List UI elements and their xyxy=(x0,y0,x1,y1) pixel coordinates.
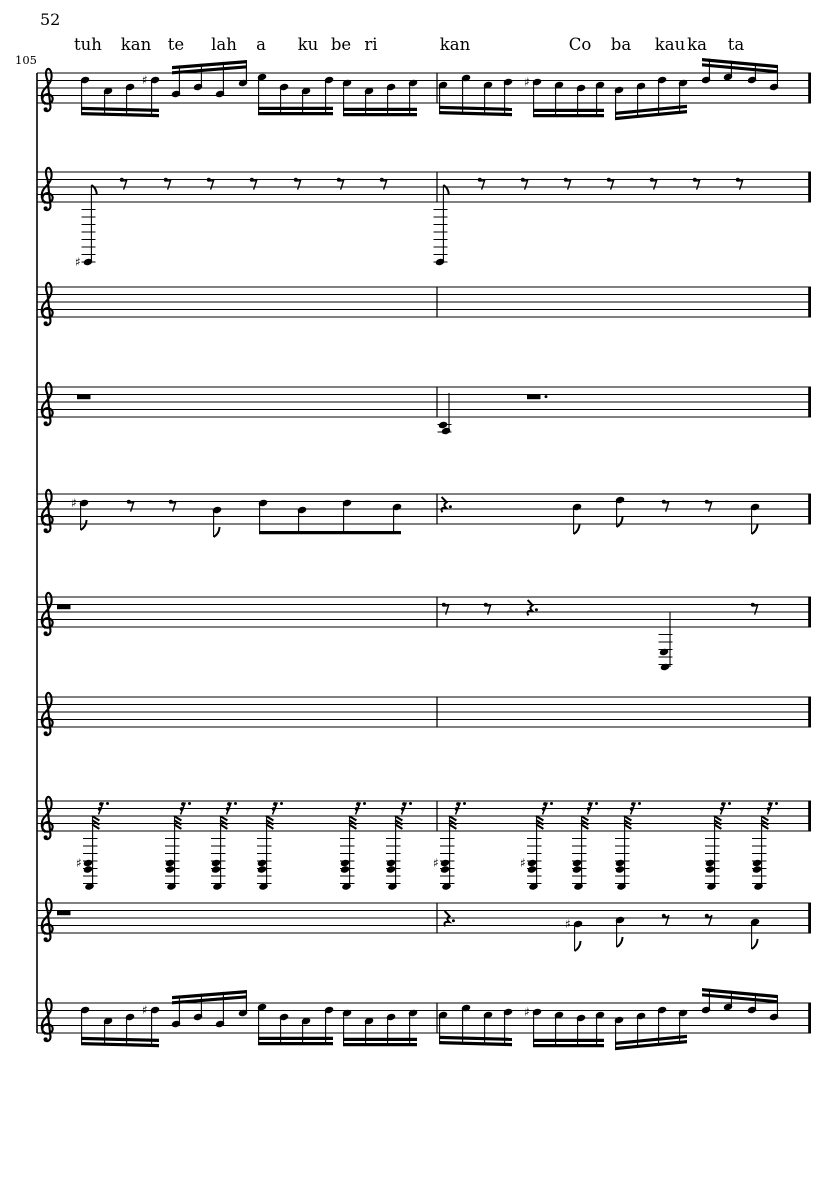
eighth-flag xyxy=(81,520,87,530)
page-number: 52 xyxy=(40,10,61,29)
notehead xyxy=(440,865,450,874)
treble-clef xyxy=(42,168,53,211)
notehead xyxy=(340,865,350,874)
chord xyxy=(659,612,673,671)
staff-2 xyxy=(37,168,811,269)
beam xyxy=(343,113,417,116)
augmentation-dot xyxy=(545,395,548,398)
lyric-syllable: ku xyxy=(297,35,319,54)
augmentation-dot xyxy=(463,802,466,805)
eighth-rest xyxy=(607,178,614,190)
lyric-syllable: ka xyxy=(687,35,707,54)
lyric-syllable: a xyxy=(256,35,266,54)
low-cluster-32nd xyxy=(615,802,641,891)
staff-3 xyxy=(37,283,811,326)
lyric-syllable: kan xyxy=(439,35,471,54)
low-cluster-32nd xyxy=(705,802,731,891)
whole-rest xyxy=(57,605,71,609)
eighth-flag xyxy=(574,524,580,534)
low-cluster-32nd xyxy=(386,802,412,891)
dotted-quarter-rest xyxy=(527,600,537,615)
notehead xyxy=(211,859,221,868)
eighth-rest xyxy=(484,603,491,615)
notehead xyxy=(83,865,93,874)
treble-clef xyxy=(42,593,53,636)
augmentation-dot xyxy=(280,802,283,805)
notehead xyxy=(165,859,175,868)
sharp-accidental: ♯ xyxy=(76,856,82,870)
beam xyxy=(439,1041,512,1046)
lyric-syllable: kau xyxy=(654,35,686,54)
treble-clef xyxy=(42,490,53,533)
whole-rest xyxy=(77,395,91,399)
notehead xyxy=(257,865,267,874)
eighth-rest xyxy=(250,178,257,190)
notehead xyxy=(705,859,715,868)
eighth-rest xyxy=(127,500,134,512)
sharp-accidental: ♯ xyxy=(565,917,571,931)
augmentation-dot xyxy=(106,802,109,805)
beam xyxy=(533,114,604,117)
low-cluster-32nd xyxy=(211,802,237,891)
augmentation-dot xyxy=(728,802,731,805)
eighth-flag xyxy=(752,939,758,949)
notehead xyxy=(165,865,175,874)
beam xyxy=(81,1042,159,1047)
barline-end xyxy=(808,73,811,103)
barline-end xyxy=(808,697,811,727)
notehead xyxy=(572,859,582,868)
notehead xyxy=(659,648,669,657)
low-cluster-32nd xyxy=(433,802,466,891)
eighth-rest xyxy=(662,914,669,926)
augmentation-dot xyxy=(449,505,452,508)
eighth-rest xyxy=(380,178,387,190)
staff-9 xyxy=(37,899,811,951)
sharp-accidental: ♯ xyxy=(71,496,77,510)
staff-4 xyxy=(37,383,811,435)
augmentation-dot xyxy=(409,802,412,805)
barline-end xyxy=(808,494,811,524)
beam xyxy=(533,1044,604,1047)
augmentation-dot xyxy=(188,802,191,805)
beam xyxy=(533,1039,604,1042)
treble-clef xyxy=(42,383,53,426)
barline-end xyxy=(808,1003,811,1033)
eighth-rest xyxy=(693,178,700,190)
notehead xyxy=(386,859,396,868)
eighth-rest xyxy=(337,178,344,190)
low-cluster-32nd xyxy=(76,802,109,891)
eighth-rest xyxy=(207,178,214,190)
beam xyxy=(343,108,417,111)
measure-number: 105 xyxy=(15,53,37,67)
dotted-quarter-rest xyxy=(441,497,451,512)
eighth-rest xyxy=(736,178,743,190)
beam xyxy=(533,109,604,112)
notehead xyxy=(340,859,350,868)
notehead xyxy=(257,859,267,868)
low-cluster-32nd xyxy=(165,802,191,891)
barline-end xyxy=(808,172,811,202)
eighth-rest xyxy=(164,178,171,190)
chord xyxy=(438,393,452,435)
barline-end xyxy=(808,287,811,317)
sharp-accidental: ♯ xyxy=(75,255,81,269)
augmentation-dot xyxy=(775,802,778,805)
treble-clef xyxy=(42,693,53,736)
low-cluster-32nd xyxy=(752,802,778,891)
sharp-accidental: ♯ xyxy=(524,75,530,89)
augmentation-dot xyxy=(595,802,598,805)
beam xyxy=(343,1038,417,1041)
notehead xyxy=(705,865,715,874)
low-cluster-32nd xyxy=(257,802,283,891)
staff-5 xyxy=(37,490,811,537)
beam xyxy=(258,1042,333,1045)
lyric-syllable: be xyxy=(330,35,352,54)
eighth-rest xyxy=(442,603,449,615)
beam xyxy=(439,106,512,111)
notehead xyxy=(615,865,625,874)
low-cluster-32nd xyxy=(340,802,366,891)
notehead xyxy=(386,865,396,874)
beam xyxy=(259,531,401,534)
sharp-accidental: ♯ xyxy=(142,1003,148,1017)
eighth-rest xyxy=(705,500,712,512)
lyric-syllable: ba xyxy=(610,35,632,54)
notehead xyxy=(752,865,762,874)
eighth-flag xyxy=(617,937,623,947)
augmentation-dot xyxy=(638,802,641,805)
beam xyxy=(343,1043,417,1046)
eighth-rest xyxy=(751,603,758,615)
augmentation-dot xyxy=(535,608,538,611)
beam xyxy=(439,1036,512,1041)
staff-10-melody xyxy=(37,988,811,1050)
notehead xyxy=(660,663,670,672)
sharp-accidental: ♯ xyxy=(142,73,148,87)
beam xyxy=(258,1037,333,1040)
eighth-rest xyxy=(120,178,127,190)
notehead xyxy=(752,859,762,868)
eighth-rest xyxy=(521,178,528,190)
staff-6 xyxy=(37,593,811,671)
eighth-rest xyxy=(478,178,485,190)
lyric-syllable: Co xyxy=(568,35,592,54)
notehead xyxy=(527,865,537,874)
notehead xyxy=(211,865,221,874)
staff-8 xyxy=(37,797,811,891)
barline-end xyxy=(808,903,811,933)
lyric-syllable: kan xyxy=(120,35,152,54)
augmentation-dot xyxy=(550,802,553,805)
barline-end xyxy=(808,801,811,831)
treble-clef xyxy=(42,899,53,942)
eighth-flag xyxy=(617,517,623,527)
notehead xyxy=(615,859,625,868)
staff-1-voice-melody xyxy=(37,58,811,120)
augmentation-dot xyxy=(452,919,455,922)
lyric-syllable: ta xyxy=(727,35,745,54)
whole-rest xyxy=(527,395,548,399)
lyric-syllable: te xyxy=(167,35,185,54)
whole-rest xyxy=(57,911,71,915)
beam xyxy=(258,112,333,115)
low-cluster-32nd xyxy=(572,802,598,891)
treble-clef xyxy=(42,797,53,840)
beam xyxy=(81,107,159,112)
treble-clef xyxy=(42,999,53,1042)
eighth-rest xyxy=(650,178,657,190)
notehead xyxy=(83,859,93,868)
treble-clef xyxy=(42,69,53,112)
sharp-accidental: ♯ xyxy=(520,856,526,870)
lyric-syllable: lah xyxy=(211,35,237,54)
augmentation-dot xyxy=(363,802,366,805)
sharp-accidental: ♯ xyxy=(433,856,439,870)
eighth-flag xyxy=(214,527,220,537)
augmentation-dot xyxy=(234,802,237,805)
dotted-quarter-rest xyxy=(444,911,454,926)
eighth-rest xyxy=(169,500,176,512)
staff-7 xyxy=(37,693,811,736)
eighth-rest xyxy=(705,914,712,926)
notehead xyxy=(527,859,537,868)
eighth-flag xyxy=(575,941,581,951)
low-cluster-32nd xyxy=(520,802,553,891)
eighth-rest xyxy=(662,500,669,512)
beam xyxy=(81,112,159,117)
eighth-rest xyxy=(564,178,571,190)
treble-clef xyxy=(42,283,53,326)
lyric-syllable: ri xyxy=(364,35,378,54)
notehead xyxy=(440,859,450,868)
notehead xyxy=(572,865,582,874)
barline-end xyxy=(808,387,811,417)
sharp-accidental: ♯ xyxy=(524,1005,530,1019)
beam xyxy=(81,1037,159,1042)
eighth-rest xyxy=(294,178,301,190)
barline-end xyxy=(808,597,811,627)
beam xyxy=(258,107,333,110)
lyric-syllable: tuh xyxy=(74,35,102,54)
eighth-flag xyxy=(752,524,758,534)
beam xyxy=(439,111,512,116)
